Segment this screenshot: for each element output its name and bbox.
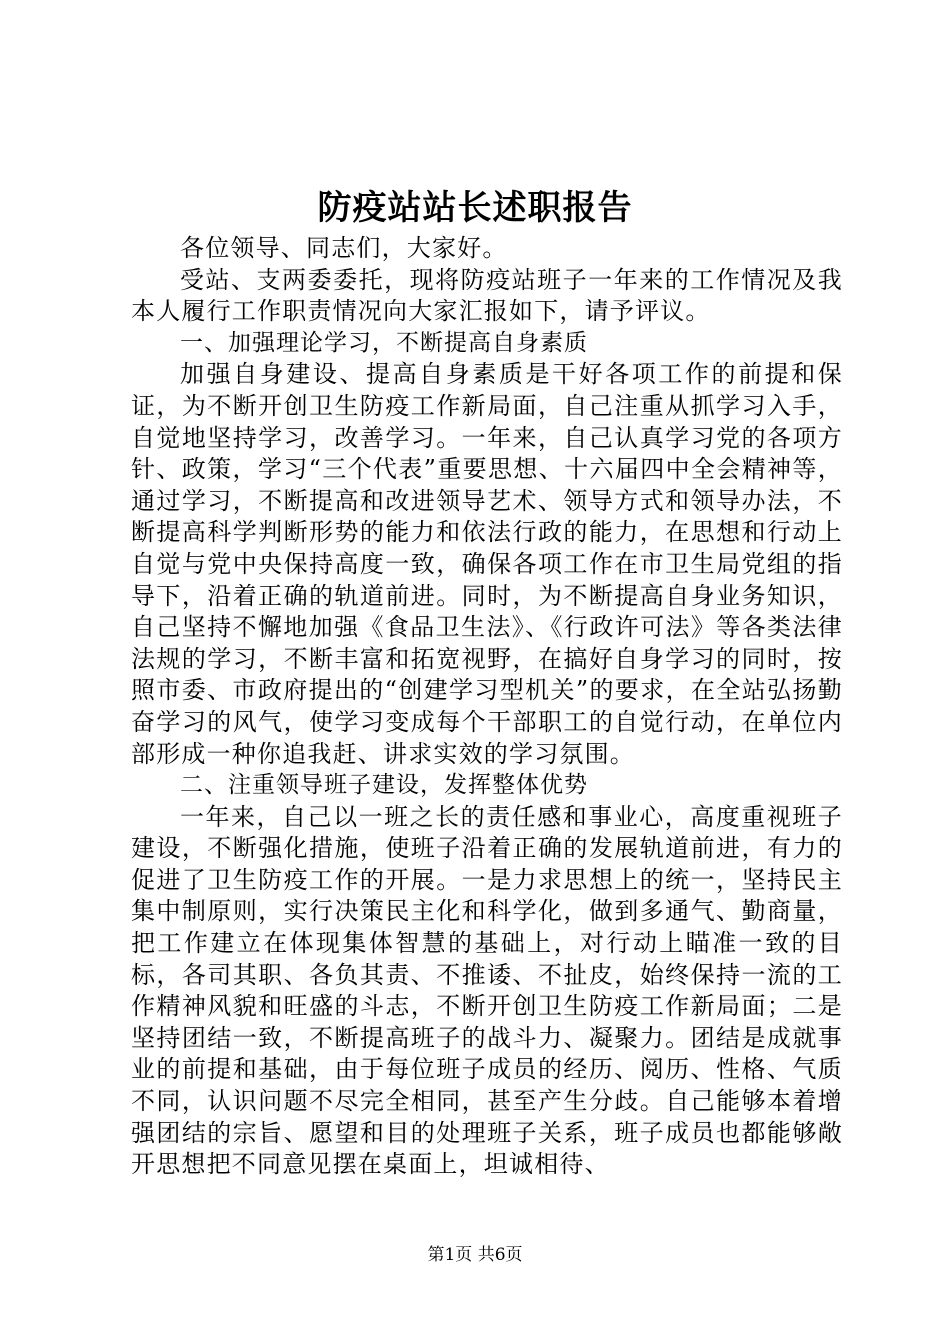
section-heading-2: 二、注重领导班子建设，发挥整体优势 (180, 772, 588, 799)
page-footer: 第1页 共6页 (427, 1245, 523, 1265)
intro-paragraph: 受站、支两委委托，现将防疫站班子一年来的工作情况及我本人履行工作职责情况向大家汇报如下，请予评议。 (131, 265, 843, 326)
document-title: 防疫站站长述职报告 (317, 188, 633, 228)
document-body (131, 233, 843, 1181)
greeting-paragraph: 各位领导、同志们，大家好。 (180, 234, 508, 262)
section-heading-1: 一、加强理论学习，不断提高自身素质 (180, 329, 588, 356)
section-2-paragraph: 一年来，自己以一班之长的责任感和事业心，高度重视班子建设，不断强化措施，使班子沿着正确的发展轨道前进，有力的促进了卫生防疫工作的开展。一是力求思想上的统一，坚持民主集中制原则，实行决策民主化和科学化，做到多通气、勤商量，把工作建立在体现集体智慧的基础上，对行动上瞄准一致的目标，各司其职、各负其责、不推诿、不扯皮，始终保持一流的工作精神风貌和旺盛的斗志，不断开创卫生防疫工作新局面；二是坚持团结一致，不断提高班子的战斗力、凝聚力。团结是成就事业的前提和基础，由于每位班子成员的经历、阅历、性格、气质不同，认识问题不尽完全相同，甚至产生分歧。自己能够本着增强团结的宗旨、愿望和目的处理班子关系，班子成员也都能够敞开思想把不同意见摆在桌面上，坦诚相待、 (131, 802, 843, 1179)
section-1-paragraph: 加强自身建设、提高自身素质是干好各项工作的前提和保证，为不断开创卫生防疫工作新局面，自己注重从抓学习入手，自觉地坚持学习，改善学习。一年来，自己认真学习党的各项方针、政策，学习“三个代表”重要思想、十六届四中全会精神等，通过学习，不断提高和改进领导艺术、领导方式和领导办法，不断提高科学判断形势的能力和依法行政的能力，在思想和行动上自觉与党中央保持高度一致，确保各项工作在市卫生局党组的指导下，沿着正确的轨道前进。同时，为不断提高自身业务知识，自己坚持不懈地加强《食品卫生法》、《行政许可法》等各类法律法规的学习，不断丰富和拓宽视野，在搞好自身学习的同时，按照市委、市政府提出的“创建学习型机关”的要求，在全站弘扬勤奋学习的风气，使学习变成每个干部职工的自觉行动，在单位内部形成一种你追我赶、讲求实效的学习氛围。 (131, 360, 843, 768)
